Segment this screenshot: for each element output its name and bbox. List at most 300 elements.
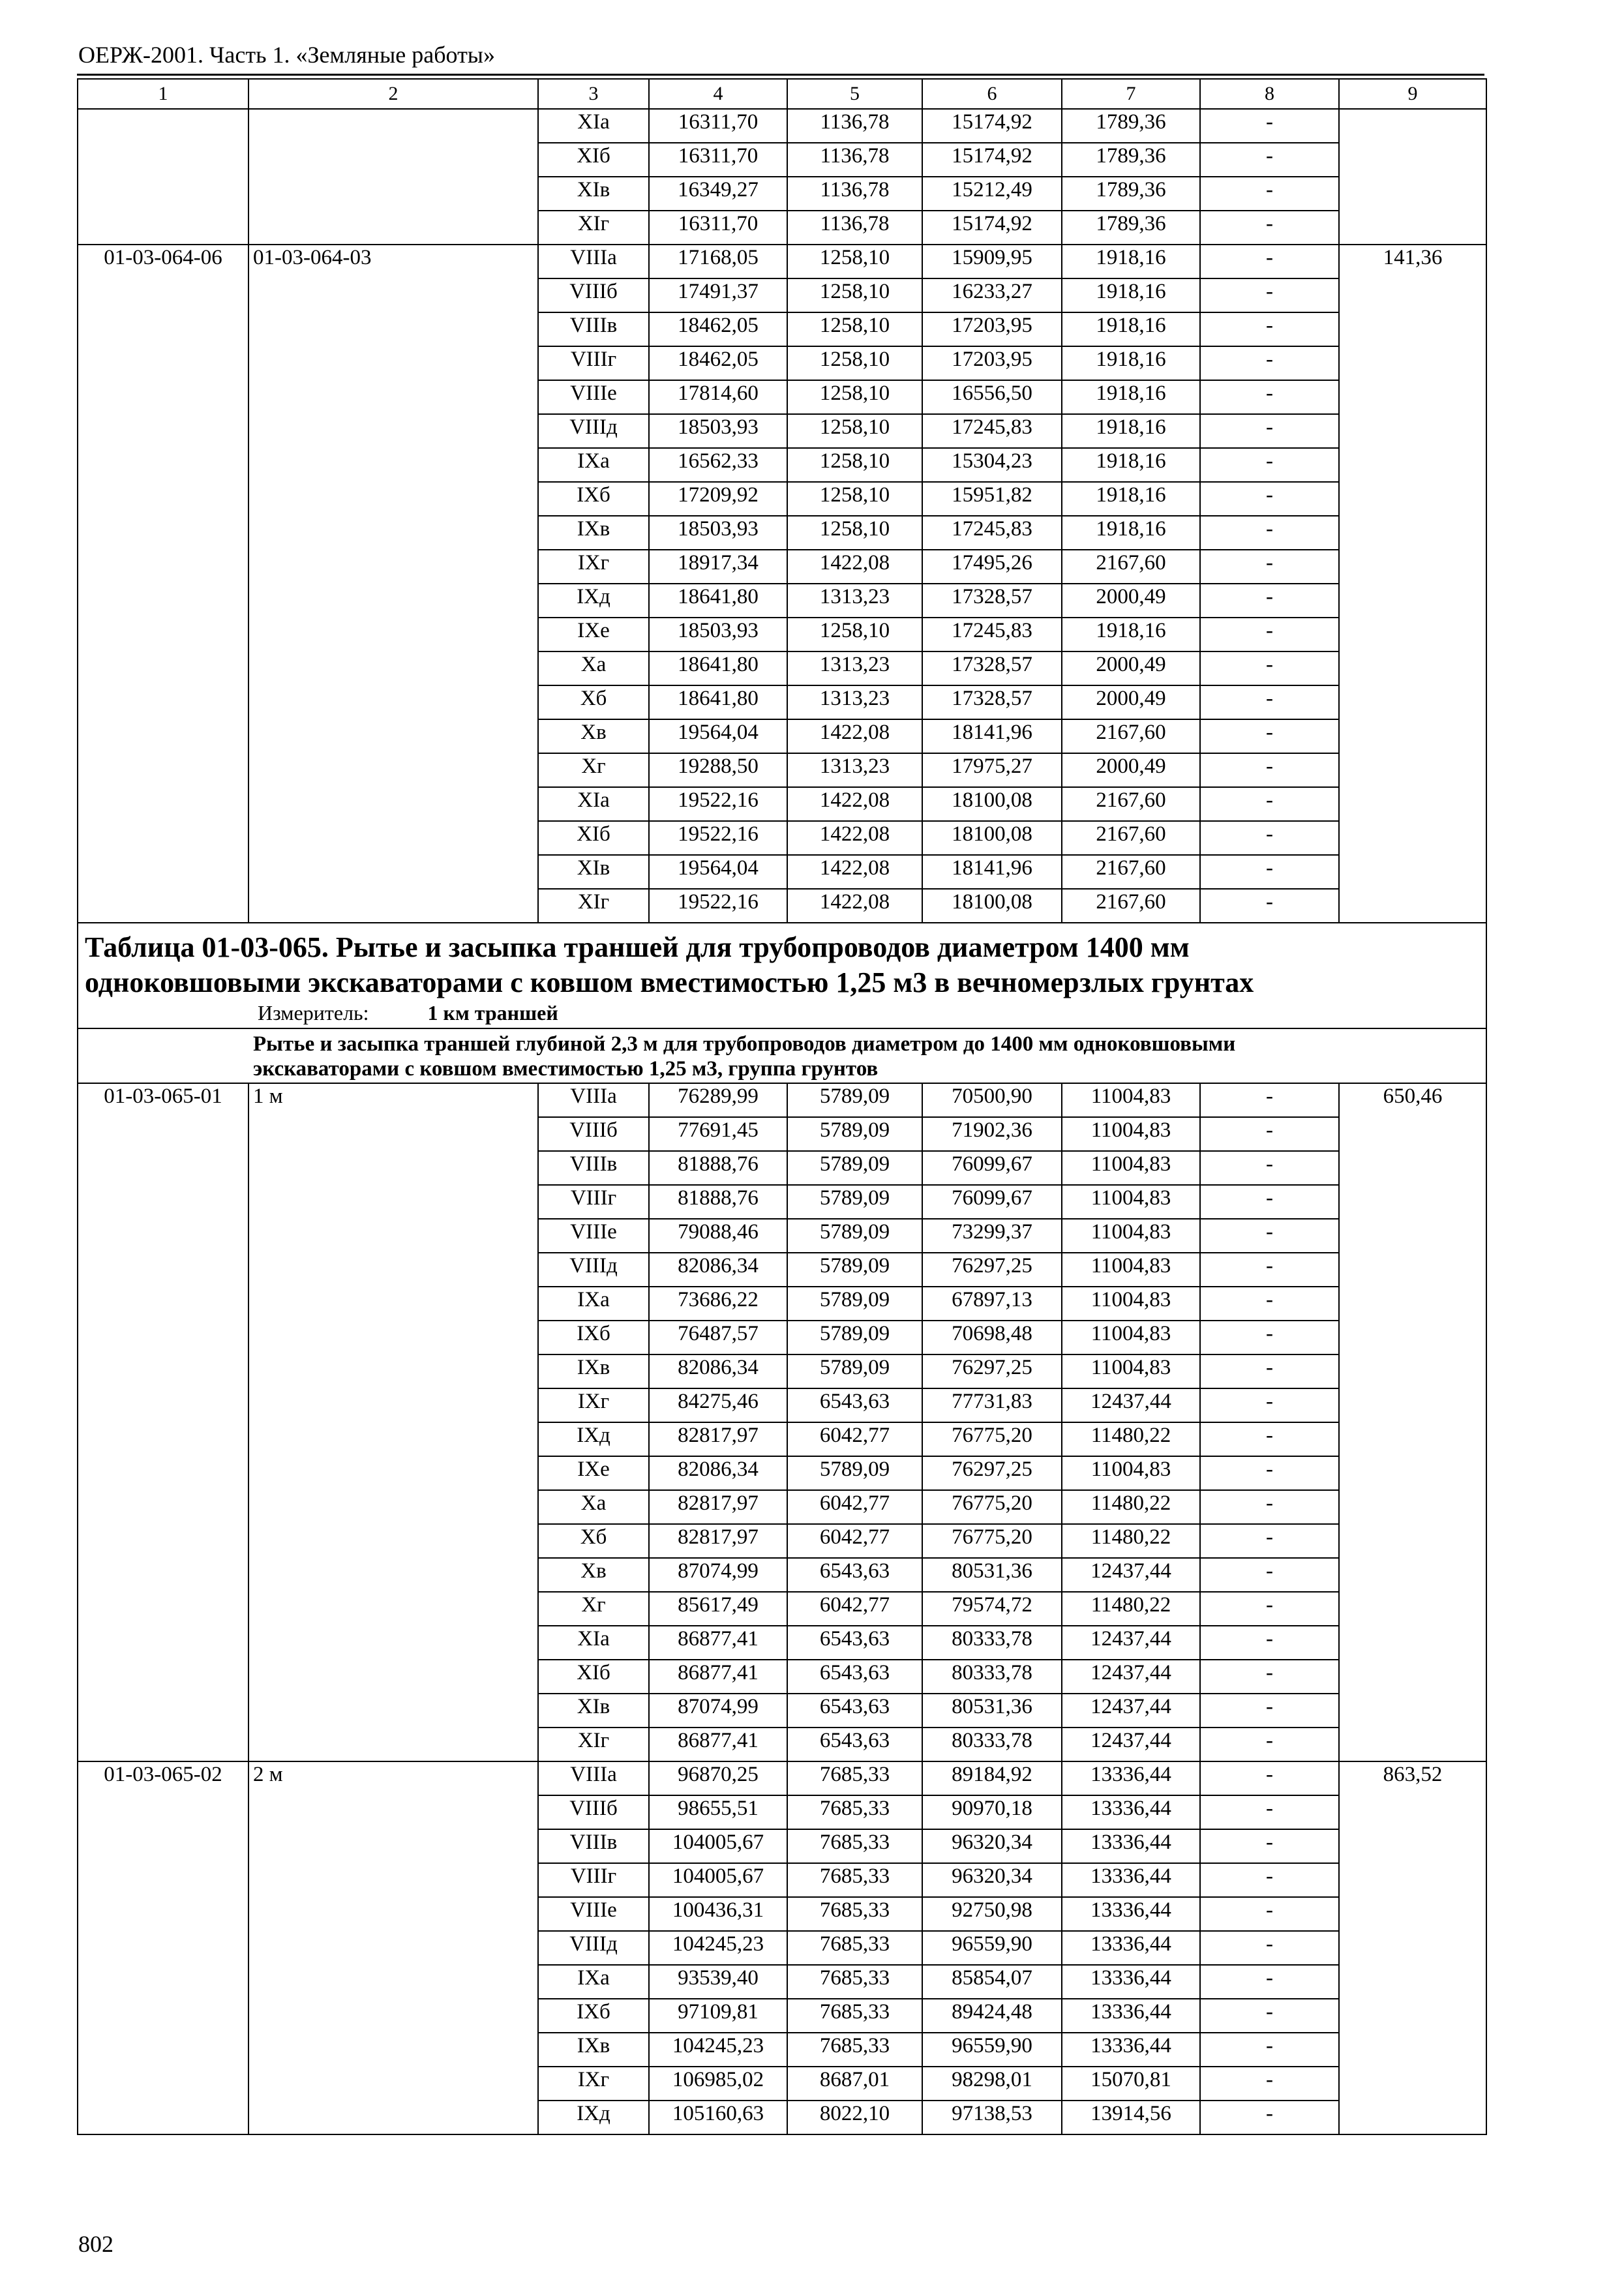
column-number: 1 (78, 79, 248, 109)
soil-group-cell: Xг (538, 753, 649, 787)
value-cell: 80531,36 (922, 1694, 1062, 1728)
value-cell: 97138,53 (922, 2101, 1062, 2134)
table-row (78, 1761, 1486, 1795)
soil-group-cell: VIIIв (538, 1151, 649, 1185)
value-cell: 18503,93 (649, 618, 787, 651)
value-cell: 1918,16 (1062, 346, 1200, 380)
value-cell: 18462,05 (649, 346, 787, 380)
value-cell: 1136,78 (787, 109, 922, 143)
value-cell: 89184,92 (922, 1761, 1062, 1795)
value-cell: - (1200, 550, 1339, 584)
value-cell: 73299,37 (922, 1219, 1062, 1253)
value-cell: 19522,16 (649, 821, 787, 855)
soil-group-cell: IXд (538, 2101, 649, 2134)
soil-group-cell: VIIIб (538, 1117, 649, 1151)
value-cell: 17245,83 (922, 516, 1062, 550)
value-cell: 1258,10 (787, 278, 922, 312)
soil-group-cell: Xб (538, 685, 649, 719)
value-cell: 70698,48 (922, 1321, 1062, 1354)
value-cell: 16556,50 (922, 380, 1062, 414)
value-cell: 13914,56 (1062, 2101, 1200, 2134)
subheading-line: экскаваторами с ковшом вместимостью 1,25 м3, группа грунтов (253, 1057, 879, 1081)
value-cell: 15174,92 (922, 211, 1062, 245)
value-cell: 18641,80 (649, 584, 787, 618)
value-cell: 1258,10 (787, 346, 922, 380)
soil-group-cell: IXв (538, 516, 649, 550)
value-cell: - (1200, 1863, 1339, 1897)
value-cell: 5789,09 (787, 1456, 922, 1490)
soil-group-cell: VIIIе (538, 380, 649, 414)
value-cell: 80531,36 (922, 1558, 1062, 1592)
value-cell: 90970,18 (922, 1795, 1062, 1829)
value-cell: - (1200, 109, 1339, 143)
value-cell: - (1200, 855, 1339, 889)
value-cell: - (1200, 414, 1339, 448)
soil-group-cell: VIIIд (538, 1931, 649, 1965)
value-cell: 1313,23 (787, 685, 922, 719)
table-title-row (78, 923, 1486, 1028)
value-cell: 13336,44 (1062, 1897, 1200, 1931)
value-cell: 6543,63 (787, 1626, 922, 1660)
value-cell: 8687,01 (787, 2067, 922, 2101)
value-cell: 1136,78 (787, 177, 922, 211)
value-cell: 104245,23 (649, 2033, 787, 2067)
soil-group-cell: VIIIa (538, 245, 649, 278)
soil-group-cell: IXе (538, 1456, 649, 1490)
soil-group-cell: IXб (538, 1321, 649, 1354)
subheading-cell (78, 1028, 1486, 1083)
table-title-line: одноковшовыми экскаваторами с ковшом вместимостью 1,25 м3 в вечномерзлых грунтах (85, 966, 1254, 998)
value-cell: 5789,09 (787, 1321, 922, 1354)
value-cell: 77691,45 (649, 1117, 787, 1151)
soil-group-cell: Xб (538, 1524, 649, 1558)
soil-group-cell: XIв (538, 855, 649, 889)
measure-value: 1 км траншей (427, 1001, 558, 1025)
value-cell: - (1200, 380, 1339, 414)
value-cell: - (1200, 516, 1339, 550)
value-cell: - (1200, 1626, 1339, 1660)
value-cell: 1918,16 (1062, 618, 1200, 651)
value-cell: - (1200, 1354, 1339, 1388)
value-cell: 76297,25 (922, 1354, 1062, 1388)
value-cell: 6042,77 (787, 1524, 922, 1558)
subheading-row (78, 1028, 1486, 1083)
value-cell: 7685,33 (787, 1965, 922, 1999)
value-cell: - (1200, 1728, 1339, 1761)
value-cell: 2167,60 (1062, 787, 1200, 821)
value-cell: - (1200, 1219, 1339, 1253)
value-cell: 11004,83 (1062, 1117, 1200, 1151)
value-cell: 11480,22 (1062, 1592, 1200, 1626)
soil-group-cell: IXд (538, 584, 649, 618)
value-cell: 13336,44 (1062, 1761, 1200, 1795)
column-number: 7 (1062, 79, 1200, 109)
value-cell: - (1200, 1117, 1339, 1151)
value-cell: 11004,83 (1062, 1321, 1200, 1354)
reference-cell: 1 м (248, 1083, 538, 1761)
value-cell: 16311,70 (649, 143, 787, 177)
value-cell: 82086,34 (649, 1253, 787, 1287)
value-cell: 12437,44 (1062, 1558, 1200, 1592)
value-cell: 1789,36 (1062, 143, 1200, 177)
value-cell: 2000,49 (1062, 651, 1200, 685)
value-cell: 5789,09 (787, 1117, 922, 1151)
value-cell: 5789,09 (787, 1253, 922, 1287)
value-cell: 17168,05 (649, 245, 787, 278)
value-cell: 1313,23 (787, 753, 922, 787)
subheading-line: Рытье и засыпка траншей глубиной 2,3 м для трубопроводов диаметром до 1400 мм одноковшовыми (253, 1032, 1236, 1056)
soil-group-cell: Xв (538, 1558, 649, 1592)
soil-group-cell: XIв (538, 1694, 649, 1728)
soil-group-cell: VIIIг (538, 346, 649, 380)
soil-group-cell: VIIIa (538, 1083, 649, 1117)
value-cell: - (1200, 1694, 1339, 1728)
value-cell: 1313,23 (787, 584, 922, 618)
value-cell: 7685,33 (787, 1897, 922, 1931)
value-cell: - (1200, 1592, 1339, 1626)
value-cell: 6042,77 (787, 1490, 922, 1524)
value-cell: 6042,77 (787, 1592, 922, 1626)
value-cell: 82817,97 (649, 1422, 787, 1456)
value-cell: 1789,36 (1062, 177, 1200, 211)
value-cell: 76289,99 (649, 1083, 787, 1117)
value-cell: 2167,60 (1062, 550, 1200, 584)
soil-group-cell: VIIIе (538, 1897, 649, 1931)
value-cell: 17245,83 (922, 414, 1062, 448)
value-cell: 96320,34 (922, 1863, 1062, 1897)
value-cell: 17328,57 (922, 685, 1062, 719)
value-cell: 7685,33 (787, 1761, 922, 1795)
value-cell: - (1200, 787, 1339, 821)
column-9-cell: 141,36 (1339, 245, 1486, 923)
value-cell: 1258,10 (787, 245, 922, 278)
value-cell: 11004,83 (1062, 1151, 1200, 1185)
soil-group-cell: Xa (538, 651, 649, 685)
soil-group-cell: XIб (538, 821, 649, 855)
measure-line (258, 1000, 1479, 1025)
value-cell: 6543,63 (787, 1558, 922, 1592)
column-number: 4 (649, 79, 787, 109)
value-cell: 79088,46 (649, 1219, 787, 1253)
column-number-row (78, 79, 1486, 109)
value-cell: 98655,51 (649, 1795, 787, 1829)
value-cell: 15212,49 (922, 177, 1062, 211)
table-row (78, 245, 1486, 278)
column-9-cell: 863,52 (1339, 1761, 1486, 2134)
value-cell: 13336,44 (1062, 1965, 1200, 1999)
value-cell: 96559,90 (922, 1931, 1062, 1965)
value-cell: - (1200, 1795, 1339, 1829)
value-cell: 11004,83 (1062, 1083, 1200, 1117)
value-cell: - (1200, 753, 1339, 787)
soil-group-cell: IXв (538, 2033, 649, 2067)
soil-group-cell: VIIIг (538, 1863, 649, 1897)
value-cell: - (1200, 278, 1339, 312)
value-cell: 1422,08 (787, 719, 922, 753)
value-cell: 17209,92 (649, 482, 787, 516)
soil-group-cell: IXв (538, 1354, 649, 1388)
soil-group-cell: VIIIa (538, 1761, 649, 1795)
value-cell: - (1200, 1456, 1339, 1490)
value-cell: 1258,10 (787, 380, 922, 414)
value-cell: 1789,36 (1062, 109, 1200, 143)
value-cell: 85617,49 (649, 1592, 787, 1626)
soil-group-cell: Xв (538, 719, 649, 753)
value-cell: 7685,33 (787, 1795, 922, 1829)
value-cell: - (1200, 245, 1339, 278)
value-cell: 1789,36 (1062, 211, 1200, 245)
value-cell: - (1200, 719, 1339, 753)
value-cell: 5789,09 (787, 1083, 922, 1117)
value-cell: 17491,37 (649, 278, 787, 312)
soil-group-cell: XIг (538, 211, 649, 245)
rate-code-cell: 01-03-064-06 (78, 245, 248, 923)
value-cell: 76297,25 (922, 1456, 1062, 1490)
reference-cell: 01-03-064-03 (248, 245, 538, 923)
value-cell: - (1200, 685, 1339, 719)
value-cell: 12437,44 (1062, 1388, 1200, 1422)
value-cell: 5789,09 (787, 1287, 922, 1321)
value-cell: 11004,83 (1062, 1185, 1200, 1219)
soil-group-cell: VIIIв (538, 1829, 649, 1863)
column-9-cell (1339, 109, 1486, 245)
value-cell: 17203,95 (922, 312, 1062, 346)
value-cell: 81888,76 (649, 1185, 787, 1219)
value-cell: 2167,60 (1062, 889, 1200, 923)
value-cell: 5789,09 (787, 1354, 922, 1388)
value-cell: 82086,34 (649, 1354, 787, 1388)
value-cell: 1136,78 (787, 211, 922, 245)
column-number: 2 (248, 79, 538, 109)
value-cell: 11004,83 (1062, 1219, 1200, 1253)
rate-code-cell: 01-03-065-02 (78, 1761, 248, 2134)
reference-cell (248, 109, 538, 245)
value-cell: 12437,44 (1062, 1694, 1200, 1728)
value-cell: 93539,40 (649, 1965, 787, 1999)
value-cell: 105160,63 (649, 2101, 787, 2134)
page-number: 802 (78, 2231, 113, 2257)
value-cell: - (1200, 2101, 1339, 2134)
value-cell: 15174,92 (922, 143, 1062, 177)
value-cell: 89424,48 (922, 1999, 1062, 2033)
soil-group-cell: XIa (538, 109, 649, 143)
value-cell: 76099,67 (922, 1151, 1062, 1185)
value-cell: - (1200, 312, 1339, 346)
value-cell: - (1200, 1287, 1339, 1321)
value-cell: 18100,08 (922, 889, 1062, 923)
value-cell: 1258,10 (787, 482, 922, 516)
value-cell: 17975,27 (922, 753, 1062, 787)
rates-table (77, 78, 1487, 2135)
value-cell: 92750,98 (922, 1897, 1062, 1931)
column-number: 5 (787, 79, 922, 109)
value-cell: - (1200, 1965, 1339, 1999)
value-cell: 16311,70 (649, 109, 787, 143)
column-number: 3 (538, 79, 649, 109)
value-cell: 87074,99 (649, 1694, 787, 1728)
value-cell: - (1200, 1829, 1339, 1863)
value-cell: 76775,20 (922, 1524, 1062, 1558)
value-cell: - (1200, 346, 1339, 380)
value-cell: 18503,93 (649, 516, 787, 550)
value-cell: - (1200, 1761, 1339, 1795)
value-cell: 104005,67 (649, 1829, 787, 1863)
soil-group-cell: VIIIб (538, 278, 649, 312)
value-cell: 96870,25 (649, 1761, 787, 1795)
value-cell: 13336,44 (1062, 1931, 1200, 1965)
value-cell: 19522,16 (649, 889, 787, 923)
column-number: 9 (1339, 79, 1486, 109)
value-cell: 18503,93 (649, 414, 787, 448)
soil-group-cell: IXб (538, 1999, 649, 2033)
soil-group-cell: IXa (538, 448, 649, 482)
value-cell: 86877,41 (649, 1626, 787, 1660)
value-cell: 13336,44 (1062, 2033, 1200, 2067)
value-cell: 16349,27 (649, 177, 787, 211)
value-cell: 104005,67 (649, 1863, 787, 1897)
value-cell: 1258,10 (787, 618, 922, 651)
value-cell: 18141,96 (922, 855, 1062, 889)
column-9-cell: 650,46 (1339, 1083, 1486, 1761)
value-cell: 1918,16 (1062, 312, 1200, 346)
value-cell: 76099,67 (922, 1185, 1062, 1219)
value-cell: - (1200, 1083, 1339, 1117)
value-cell: 18100,08 (922, 821, 1062, 855)
value-cell: - (1200, 1558, 1339, 1592)
value-cell: 2000,49 (1062, 753, 1200, 787)
header-divider (77, 74, 1484, 76)
value-cell: 80333,78 (922, 1728, 1062, 1761)
value-cell: 2000,49 (1062, 584, 1200, 618)
value-cell: 1918,16 (1062, 245, 1200, 278)
soil-group-cell: IXг (538, 1388, 649, 1422)
value-cell: 18641,80 (649, 651, 787, 685)
value-cell: 19564,04 (649, 719, 787, 753)
table-title (85, 930, 1479, 1000)
value-cell: 1918,16 (1062, 414, 1200, 448)
value-cell: 19288,50 (649, 753, 787, 787)
value-cell: 13336,44 (1062, 1863, 1200, 1897)
value-cell: 6543,63 (787, 1660, 922, 1694)
value-cell: 16562,33 (649, 448, 787, 482)
value-cell: - (1200, 482, 1339, 516)
value-cell: 6042,77 (787, 1422, 922, 1456)
value-cell: - (1200, 1253, 1339, 1287)
value-cell: 76775,20 (922, 1490, 1062, 1524)
value-cell: 1918,16 (1062, 516, 1200, 550)
value-cell: 15304,23 (922, 448, 1062, 482)
value-cell: 11480,22 (1062, 1524, 1200, 1558)
soil-group-cell: IXa (538, 1287, 649, 1321)
value-cell: 67897,13 (922, 1287, 1062, 1321)
value-cell: 6543,63 (787, 1694, 922, 1728)
value-cell: 76775,20 (922, 1422, 1062, 1456)
value-cell: 106985,02 (649, 2067, 787, 2101)
value-cell: 97109,81 (649, 1999, 787, 2033)
value-cell: 17814,60 (649, 380, 787, 414)
value-cell: 82817,97 (649, 1524, 787, 1558)
value-cell: 13336,44 (1062, 1829, 1200, 1863)
table-title-cell (78, 923, 1486, 1028)
value-cell: 12437,44 (1062, 1660, 1200, 1694)
value-cell: - (1200, 1422, 1339, 1456)
table-row (78, 1083, 1486, 1117)
value-cell: 2167,60 (1062, 855, 1200, 889)
value-cell: 18917,34 (649, 550, 787, 584)
value-cell: - (1200, 651, 1339, 685)
value-cell: 11480,22 (1062, 1422, 1200, 1456)
value-cell: - (1200, 448, 1339, 482)
soil-group-cell: XIб (538, 1660, 649, 1694)
value-cell: 100436,31 (649, 1897, 787, 1931)
soil-group-cell: XIв (538, 177, 649, 211)
value-cell: 15951,82 (922, 482, 1062, 516)
value-cell: 15070,81 (1062, 2067, 1200, 2101)
value-cell: 11004,83 (1062, 1456, 1200, 1490)
value-cell: 1918,16 (1062, 482, 1200, 516)
value-cell: 12437,44 (1062, 1626, 1200, 1660)
soil-group-cell: XIг (538, 889, 649, 923)
value-cell: 2167,60 (1062, 821, 1200, 855)
soil-group-cell: IXг (538, 550, 649, 584)
value-cell: 17328,57 (922, 651, 1062, 685)
value-cell: 11004,83 (1062, 1287, 1200, 1321)
soil-group-cell: VIIIд (538, 414, 649, 448)
value-cell: 104245,23 (649, 1931, 787, 1965)
value-cell: 6543,63 (787, 1728, 922, 1761)
value-cell: 86877,41 (649, 1728, 787, 1761)
value-cell: - (1200, 211, 1339, 245)
value-cell: - (1200, 1524, 1339, 1558)
value-cell: 19522,16 (649, 787, 787, 821)
value-cell: 1422,08 (787, 821, 922, 855)
value-cell: 79574,72 (922, 1592, 1062, 1626)
value-cell: 7685,33 (787, 1999, 922, 2033)
value-cell: 12437,44 (1062, 1728, 1200, 1761)
value-cell: 1422,08 (787, 787, 922, 821)
value-cell: 16311,70 (649, 211, 787, 245)
value-cell: 13336,44 (1062, 1795, 1200, 1829)
value-cell: 1313,23 (787, 651, 922, 685)
soil-group-cell: VIIIд (538, 1253, 649, 1287)
value-cell: 11004,83 (1062, 1253, 1200, 1287)
value-cell: - (1200, 1490, 1339, 1524)
reference-cell: 2 м (248, 1761, 538, 2134)
value-cell: - (1200, 1151, 1339, 1185)
value-cell: 82817,97 (649, 1490, 787, 1524)
soil-group-cell: IXa (538, 1965, 649, 1999)
value-cell: 18462,05 (649, 312, 787, 346)
column-number: 8 (1200, 79, 1339, 109)
soil-group-cell: IXе (538, 618, 649, 651)
measure-label: Измеритель: (258, 1001, 369, 1025)
soil-group-cell: VIIIг (538, 1185, 649, 1219)
soil-group-cell: IXг (538, 2067, 649, 2101)
value-cell: - (1200, 1185, 1339, 1219)
value-cell: 19564,04 (649, 855, 787, 889)
value-cell: 1258,10 (787, 414, 922, 448)
value-cell: 1258,10 (787, 448, 922, 482)
value-cell: - (1200, 2067, 1339, 2101)
value-cell: 1422,08 (787, 550, 922, 584)
value-cell: 1136,78 (787, 143, 922, 177)
soil-group-cell: Xa (538, 1490, 649, 1524)
value-cell: 5789,09 (787, 1185, 922, 1219)
soil-group-cell: XIг (538, 1728, 649, 1761)
value-cell: 1258,10 (787, 516, 922, 550)
value-cell: 80333,78 (922, 1660, 1062, 1694)
value-cell: 87074,99 (649, 1558, 787, 1592)
